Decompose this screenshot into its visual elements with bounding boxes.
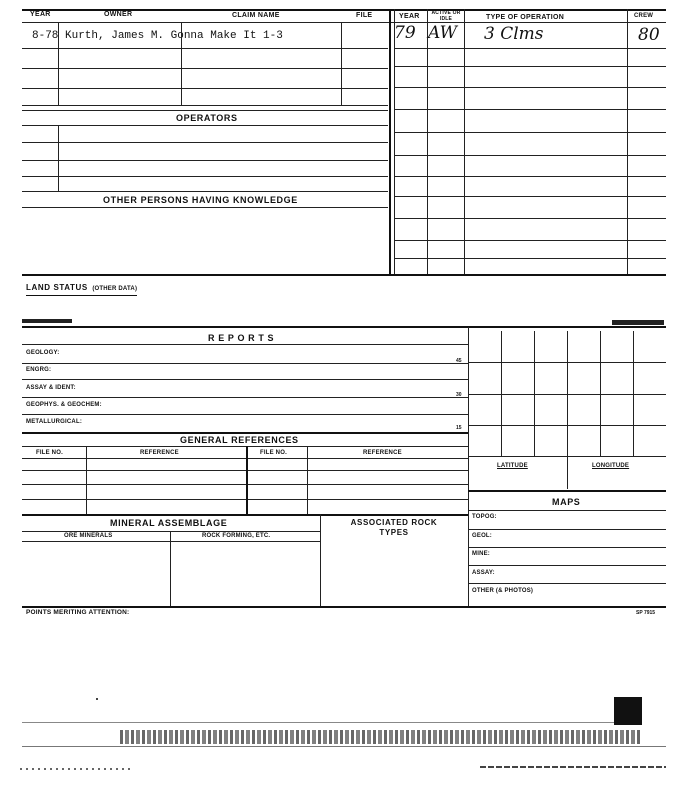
col-header-crew: CREW (634, 13, 654, 19)
log-rule (394, 196, 666, 197)
mineral-rule (22, 514, 468, 516)
land-status-heading (26, 277, 137, 296)
col-header-claim-name: CLAIM NAME (232, 12, 280, 19)
row-rule (22, 142, 388, 143)
scan-noise-band (120, 730, 640, 744)
scan-noise-band (22, 722, 622, 723)
mineral-assemblage-heading: MINERAL ASSEMBLAGE (110, 518, 228, 528)
general-references-heading: GENERAL REFERENCES (180, 435, 299, 445)
land-status-label: LAND STATUS (26, 283, 88, 292)
row-rule (22, 48, 388, 49)
ref-col-rule (307, 446, 308, 514)
col-rule (58, 22, 59, 106)
maps-rule (468, 490, 666, 492)
log-rule (394, 48, 666, 49)
hand-crew: 80 (638, 25, 660, 45)
points-rule (22, 606, 666, 608)
report-label-geology: GEOLOGY: (26, 350, 60, 356)
scan-noise-band (20, 768, 130, 770)
row-rule (22, 88, 388, 89)
log-rule (394, 132, 666, 133)
mineral-rule (22, 541, 320, 542)
ref-rule (22, 499, 468, 500)
reports-rule (22, 344, 468, 345)
report-label-engrg: ENGRG: (26, 367, 52, 373)
ref-rule (22, 458, 468, 459)
other-persons-rule (22, 207, 388, 208)
log-rule (394, 240, 666, 241)
report-rule (22, 397, 468, 398)
grid-col (567, 331, 568, 489)
row-rule (22, 160, 388, 161)
scan-block-mark (614, 697, 642, 725)
ref-header-file-no-1: FILE NO. (36, 450, 63, 456)
col-header-year: YEAR (30, 11, 51, 18)
reports-heading: R E P O R T S (208, 333, 275, 343)
ref-rule (22, 470, 468, 471)
grid-row (468, 456, 666, 457)
col-header-active-or-idle: ACTIVE OR IDLE (431, 10, 461, 22)
mineral-col-rule (170, 531, 171, 606)
report-num-assay: 30 (456, 392, 462, 398)
log-rule (394, 258, 666, 259)
maps-rule (468, 529, 666, 530)
scan-noise-band (480, 766, 666, 768)
land-status-sublabel: (OTHER DATA) (92, 286, 138, 292)
scan-smudge (22, 319, 72, 323)
col-rule (58, 125, 59, 191)
mineral-col-rule (320, 514, 321, 606)
ref-header-reference-2: REFERENCE (363, 450, 402, 456)
other-persons-rule (22, 191, 388, 192)
ref-col-rule (246, 446, 248, 514)
col-header-file: FILE (356, 12, 373, 19)
report-label-metallurgical: METALLURGICAL: (26, 419, 83, 425)
report-rule (22, 363, 468, 364)
log-rule (394, 218, 666, 219)
form-number: SP 7915 (636, 610, 656, 616)
report-label-geophys: GEOPHYS. & GEOCHEM: (26, 402, 102, 408)
maps-rule (468, 565, 666, 566)
ref-rule (22, 484, 468, 485)
land-status-top-rule (22, 274, 666, 276)
maps-heading: MAPS (552, 497, 581, 507)
associated-rock-types-heading: ASSOCIATED ROCK TYPES (350, 518, 438, 537)
col-header-owner: OWNER (104, 11, 133, 18)
log-rule (394, 109, 666, 110)
ore-minerals-label: ORE MINERALS (64, 533, 113, 539)
header-rule (22, 22, 666, 23)
maps-item-geol: GEOL: (472, 533, 492, 539)
ref-header-reference-1: REFERENCE (140, 450, 179, 456)
latitude-label: LATITUDE (497, 463, 528, 469)
general-references-rule (22, 432, 468, 434)
maps-item-mine: MINE: (472, 551, 490, 557)
operators-rule (22, 110, 388, 111)
col-header-type-of-operation: TYPE OF OPERATION (486, 14, 565, 21)
maps-rule (468, 583, 666, 584)
report-num-geology: 45 (456, 358, 462, 364)
row-rule (22, 176, 388, 177)
log-rule (394, 87, 666, 88)
maps-rule (468, 547, 666, 548)
hand-year: 79 (394, 23, 416, 43)
operators-heading: OPERATORS (176, 113, 238, 123)
maps-item-topog: TOPOG: (472, 514, 497, 520)
report-num-metallurgical: 15 (456, 425, 462, 431)
hand-operation: 3 Clms (484, 24, 544, 44)
ref-col-rule (86, 446, 87, 514)
maps-rule (468, 510, 666, 511)
other-persons-heading: OTHER PERSONS HAVING KNOWLEDGE (103, 195, 298, 205)
report-label-assay: ASSAY & IDENT: (26, 385, 76, 391)
longitude-label: LONGITUDE (592, 463, 630, 469)
operators-rule (22, 125, 388, 126)
points-meriting-attention-label: POINTS MERITING ATTENTION: (26, 609, 130, 616)
col-header-year-2: YEAR (399, 13, 420, 20)
mineral-rule (22, 531, 320, 532)
col-rule (181, 22, 182, 106)
scan-noise-band (22, 746, 666, 747)
col-rule (341, 22, 342, 106)
scan-speckle (96, 698, 98, 700)
grid-row (468, 394, 666, 395)
scan-smudge (612, 320, 664, 325)
right-block-border (389, 9, 391, 275)
ref-header-file-no-2: FILE NO. (260, 450, 287, 456)
maps-item-other: OTHER (& PHOTOS) (472, 588, 534, 594)
log-rule (394, 155, 666, 156)
report-rule (22, 414, 468, 415)
row-rule (22, 105, 388, 106)
maps-item-assay: ASSAY: (472, 570, 495, 576)
grid-row (468, 362, 666, 363)
hand-status: AW (428, 23, 458, 43)
log-rule (394, 176, 666, 177)
log-rule (394, 66, 666, 67)
reports-top-rule (22, 326, 666, 328)
grid-row (468, 425, 666, 426)
row-rule (22, 68, 388, 69)
general-references-rule (22, 446, 468, 447)
rock-forming-label: ROCK FORMING, ETC. (202, 533, 271, 539)
report-rule (22, 379, 468, 380)
owner-claim-entry: 8-78 Kurth, James M. Gonna Make It 1-3 (32, 30, 283, 42)
